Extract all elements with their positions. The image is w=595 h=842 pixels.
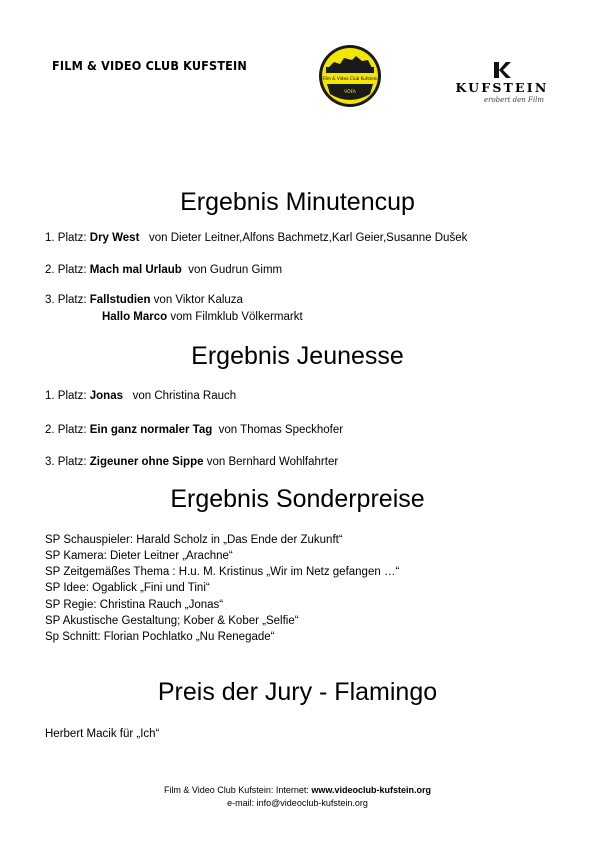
place-label: 1. Platz: [45,232,87,244]
film-title: Dry West [89,232,140,244]
badge-bottom-text: VÖFA [344,90,356,95]
section-title-sonderpreise: Ergebnis Sonderpreise [170,485,425,513]
sonderpreis-item: SP Zeitgemäßes Thema : H.u. M. Kristinus „Wir im Netz gefangen …“ [45,566,400,578]
sonderpreis-item: Sp Schnitt: Florian Pochlatko „Nu Renegade“ [45,631,275,643]
place-label: 3. Platz: [45,294,87,306]
kufstein-tagline: erobert den Film [483,96,545,104]
film-credits: vom Filmklub Völkermarkt [170,311,303,323]
film-title: Mach mal Urlaub [89,264,182,276]
club-name: FILM & VIDEO CLUB KUFSTEIN [52,58,248,73]
footer-email-label: e-mail: [227,798,255,808]
film-title: Fallstudien [89,294,151,306]
footer-line-1 [0,784,595,797]
place-label: 2. Platz: [45,424,87,436]
film-credits: von Gudrun Gimm [188,264,283,276]
sonderpreis-item: SP Regie: Christina Rauch „Jonas“ [45,599,224,611]
minutencup-place-1 [45,232,467,244]
minutencup-place-2 [45,264,282,276]
section-title-jury: Preis der Jury - Flamingo [157,678,438,706]
film-credits: von Dieter Leitner,Alfons Bachmetz,Karl Geier,Susanne Dušek [149,232,468,244]
kufstein-logo-word: KUFSTEIN [455,80,549,95]
place-label: 2. Platz: [45,264,87,276]
place-label: 1. Platz: [45,390,87,402]
sonderpreis-item: SP Idee: Ogablick „Fini und Tini“ [45,582,210,594]
film-credits: von Viktor Kaluza [153,294,243,306]
minutencup-place-3-extra [102,311,303,323]
jeunesse-place-1 [45,390,236,402]
footer-website-link[interactable]: www.videoclub-kufstein.org [311,785,432,795]
footer-email-link[interactable]: info@videoclub-kufstein.org [256,798,368,808]
place-label: 3. Platz: [45,456,87,468]
film-title: Zigeuner ohne Sippe [89,456,204,468]
footer-line-2 [0,797,595,810]
footer-internet-label: Film & Video Club Kufstein: Internet: [163,785,309,795]
jeunesse-place-2 [45,424,343,436]
film-credits: von Bernhard Wohlfahrter [206,456,339,468]
club-badge-logo [318,44,382,108]
jeunesse-place-3 [45,456,338,468]
footer [0,784,595,810]
sonderpreis-item: SP Schauspieler: Harald Scholz in „Das Ende der Zukunft“ [45,534,343,546]
sonderpreis-item: SP Kamera: Dieter Leitner „Arachne“ [45,550,233,562]
section-title-jeunesse: Ergebnis Jeunesse [191,342,404,370]
film-title: Ein ganz normaler Tag [89,424,213,436]
kufstein-k-icon [493,62,511,78]
jury-winner: Herbert Macik für „Ich“ [45,728,160,740]
section-title-minutencup: Ergebnis Minutencup [180,188,415,216]
film-credits: von Thomas Speckhofer [218,424,344,436]
kufstein-logo [451,62,553,104]
badge-top-text: Film & Video Club Kufstein [322,76,378,81]
film-credits: von Christina Rauch [132,390,237,402]
film-title: Hallo Marco [102,311,168,323]
sonderpreis-item: SP Akustische Gestaltung; Kober & Kober „Selfie“ [45,615,299,627]
minutencup-place-3 [45,294,243,306]
film-title: Jonas [89,390,124,402]
